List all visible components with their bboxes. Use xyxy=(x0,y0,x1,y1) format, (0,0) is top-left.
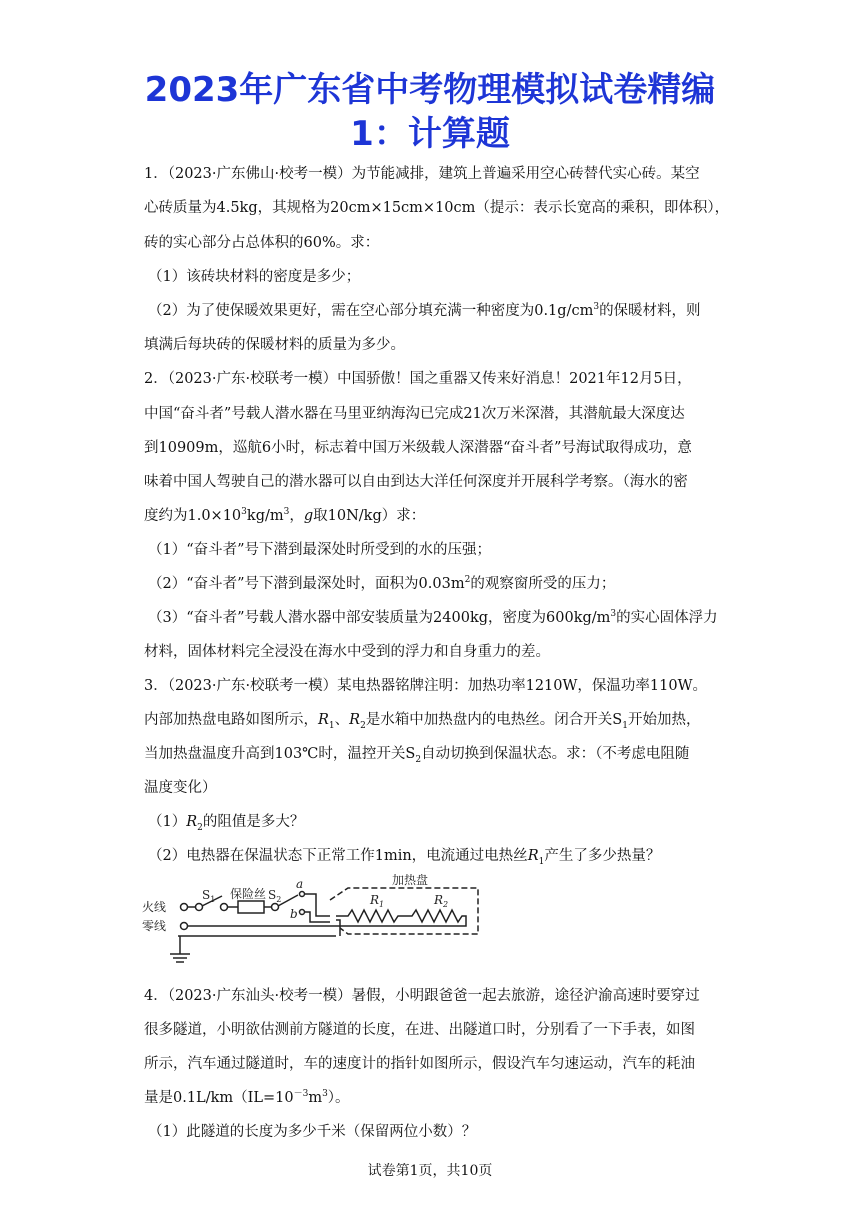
q3-l2-r2: R xyxy=(349,712,361,728)
q2-s3-a: （3）“奋斗者”号载人潜水器中部安装质量为2400kg，密度为600kg/m xyxy=(148,610,611,626)
q3-line-1: 3．（2023·广东·校联考一模）某电热器铭牌注明：加热功率1210W，保温功率110W。 xyxy=(144,678,707,694)
q2-subquestion-1: （1）“奋斗者”号下潜到最深处时所受到的水的压强； xyxy=(148,542,492,558)
neutral-label: 零线 xyxy=(142,919,167,933)
q3-l3-s-sub: 2 xyxy=(415,754,422,765)
q2-l5-d: 取10N/kg）求： xyxy=(313,508,426,524)
q1-s2-sup: 3 xyxy=(593,302,600,313)
q2-s3-b: 的实心固体浮力 xyxy=(616,610,718,626)
s1-label: $S_1$ xyxy=(202,888,216,904)
title-line-2: 1：计算题 xyxy=(350,114,510,154)
q1-subquestion-2 xyxy=(148,301,701,321)
q2-subquestion-3 xyxy=(148,608,718,628)
q2-l5-a: 度约为1.0×10 xyxy=(144,508,242,524)
q3-l2-r1: R xyxy=(318,712,329,728)
q3-l2-b: 、 xyxy=(334,712,350,728)
q2-s2-sup: 2 xyxy=(464,575,471,586)
contact-a-label: a xyxy=(296,877,304,891)
q2-l5-b: kg/m xyxy=(246,508,284,524)
q3-s1-r: R xyxy=(186,814,198,830)
q2-l5-c: ， xyxy=(289,508,304,524)
q2-l5-sup1: 3 xyxy=(241,507,247,518)
q3-l2-a: 内部加热盘电路如图所示， xyxy=(144,712,318,728)
q4-line-1: 4．（2023·广东汕头·校考一模）暑假，小明跟爸爸一起去旅游，途径沪渝高速时要穿过 xyxy=(144,988,700,1004)
q1-subquestion-1: （1）该砖块材料的密度是多少； xyxy=(148,269,361,285)
q2-line-5 xyxy=(144,506,425,526)
page-footer: 试卷第1页，共10页 xyxy=(367,1163,493,1179)
q3-s2-r: R xyxy=(527,848,539,864)
q1-line-3: 砖的实心部分占总体积的60%。求： xyxy=(144,235,380,251)
q2-subquestion-2 xyxy=(148,574,615,594)
q3-l2-c: 是水箱中加热盘内的电热丝。闭合开关S xyxy=(365,712,623,728)
q3-subquestion-2 xyxy=(148,846,660,866)
q3-l2-d: 开始加热， xyxy=(627,712,701,728)
q3-s1-prefix: （1） xyxy=(148,814,187,830)
q3-l3-a: 当加热盘温度升高到103℃时，温控开关S xyxy=(144,746,416,762)
q4-l4-c: ）。 xyxy=(327,1090,350,1106)
q2-line-4: 味着中国人驾驶自己的潜水器可以自由到达大洋任何深度并开展科学考察。（海水的密 xyxy=(144,474,688,490)
q2-s3-sup: 3 xyxy=(610,609,617,620)
fuse-label: 保险丝 xyxy=(230,887,267,901)
q4-l4-b: m xyxy=(308,1090,323,1106)
q1-line-1: 1．（2023·广东佛山·校考一模）为节能减排，建筑上普遍采用空心砖替代实心砖。某空 xyxy=(144,166,700,182)
q3-s1-r-sub: 2 xyxy=(197,822,203,833)
live-terminal xyxy=(181,904,188,911)
q2-l5-g: g xyxy=(303,508,314,524)
r2-label: $R_2$ xyxy=(434,893,449,909)
q4-line-2: 很多隧道，小明欲估测前方隧道的长度，在进、出隧道口时，分别看了一下手表，如图 xyxy=(144,1022,695,1038)
q3-s1-a: 的阻值是多大？ xyxy=(202,814,305,830)
q3-s2-r-sub: 1 xyxy=(538,856,545,867)
q1-s2-text-a: （2）为了使保暖效果更好，需在空心部分填充满一种密度为0.1g/cm xyxy=(148,303,594,319)
neutral-terminal xyxy=(181,923,188,930)
title-line-1: 2023年广东省中考物理模拟试卷精编 xyxy=(144,70,716,110)
live-label: 火线 xyxy=(142,900,167,914)
q3-line-2 xyxy=(144,710,700,730)
q4-l4-a: 量是0.1L/km（IL=10 xyxy=(144,1090,294,1106)
q4-l4-sup2: 3 xyxy=(322,1089,328,1100)
q4-line-4 xyxy=(144,1088,350,1108)
q4-l4-sup1: －3 xyxy=(293,1089,309,1100)
q3-line-3 xyxy=(144,744,689,764)
q3-l2-s-sub: 1 xyxy=(622,720,628,731)
fuse-element xyxy=(238,901,264,913)
q3-s2-a: （2）电热器在保温状态下正常工作1min，电流通过电热丝 xyxy=(148,848,528,864)
q4-line-3: 所示，汽车通过隧道时，车的速度计的指针如图所示，假设汽车匀速运动，汽车的耗油 xyxy=(144,1056,695,1072)
q3-line-4: 温度变化） xyxy=(144,780,217,796)
q2-line-2: 中国“奋斗者”号载人潜水器在马里亚纳海沟已完成21次万米深潜，其潜航最大深度达 xyxy=(144,406,685,422)
q4-subquestion-1: （1）此隧道的长度为多少千米（保留两位小数）？ xyxy=(148,1124,477,1140)
q2-line-1: 2．（2023·广东·校联考一模）中国骄傲！国之重器又传来好消息！2021年12月5日， xyxy=(144,371,692,387)
q3-s2-b: 产生了多少热量？ xyxy=(544,848,661,864)
r1-label: $R_1$ xyxy=(370,893,385,909)
q2-s2-b: 的观察窗所受的压力； xyxy=(470,576,616,592)
resistor-chain xyxy=(336,910,466,926)
q1-line-2: 心砖质量为4.5kg，其规格为20cm×15cm×10cm（提示：表示长宽高的乘积，即体积）， xyxy=(144,200,730,216)
q3-l2-r2-sub: 2 xyxy=(360,720,366,731)
q2-line-3: 到10909m，巡航6小时，标志着中国万米级载人深潜器“奋斗者”号海试取得成功，意 xyxy=(144,440,692,456)
q3-l3-b: 自动切换到保温状态。求：（不考虑电阻随 xyxy=(421,746,690,762)
q2-l5-sup2: 3 xyxy=(283,507,290,518)
heater-label: 加热盘 xyxy=(392,874,429,887)
q2-s2-a: （2）“奋斗者”号下潜到最深处时，面积为0.03m xyxy=(148,576,465,592)
s2-label: $S_2$ xyxy=(268,888,282,904)
heating-circuit-diagram xyxy=(140,874,490,974)
contact-b-label: b xyxy=(290,907,298,921)
q2-subquestion-3-cont: 材料，固体材料完全浸没在海水中受到的浮力和自身重力的差。 xyxy=(144,644,550,660)
q3-subquestion-1 xyxy=(148,812,304,832)
q1-s2-text-b: 的保暖材料，则 xyxy=(599,303,701,319)
q1-subquestion-2-cont: 填满后每块砖的保暖材料的质量为多少。 xyxy=(144,337,405,353)
q3-l2-r1-sub: 1 xyxy=(328,720,335,731)
